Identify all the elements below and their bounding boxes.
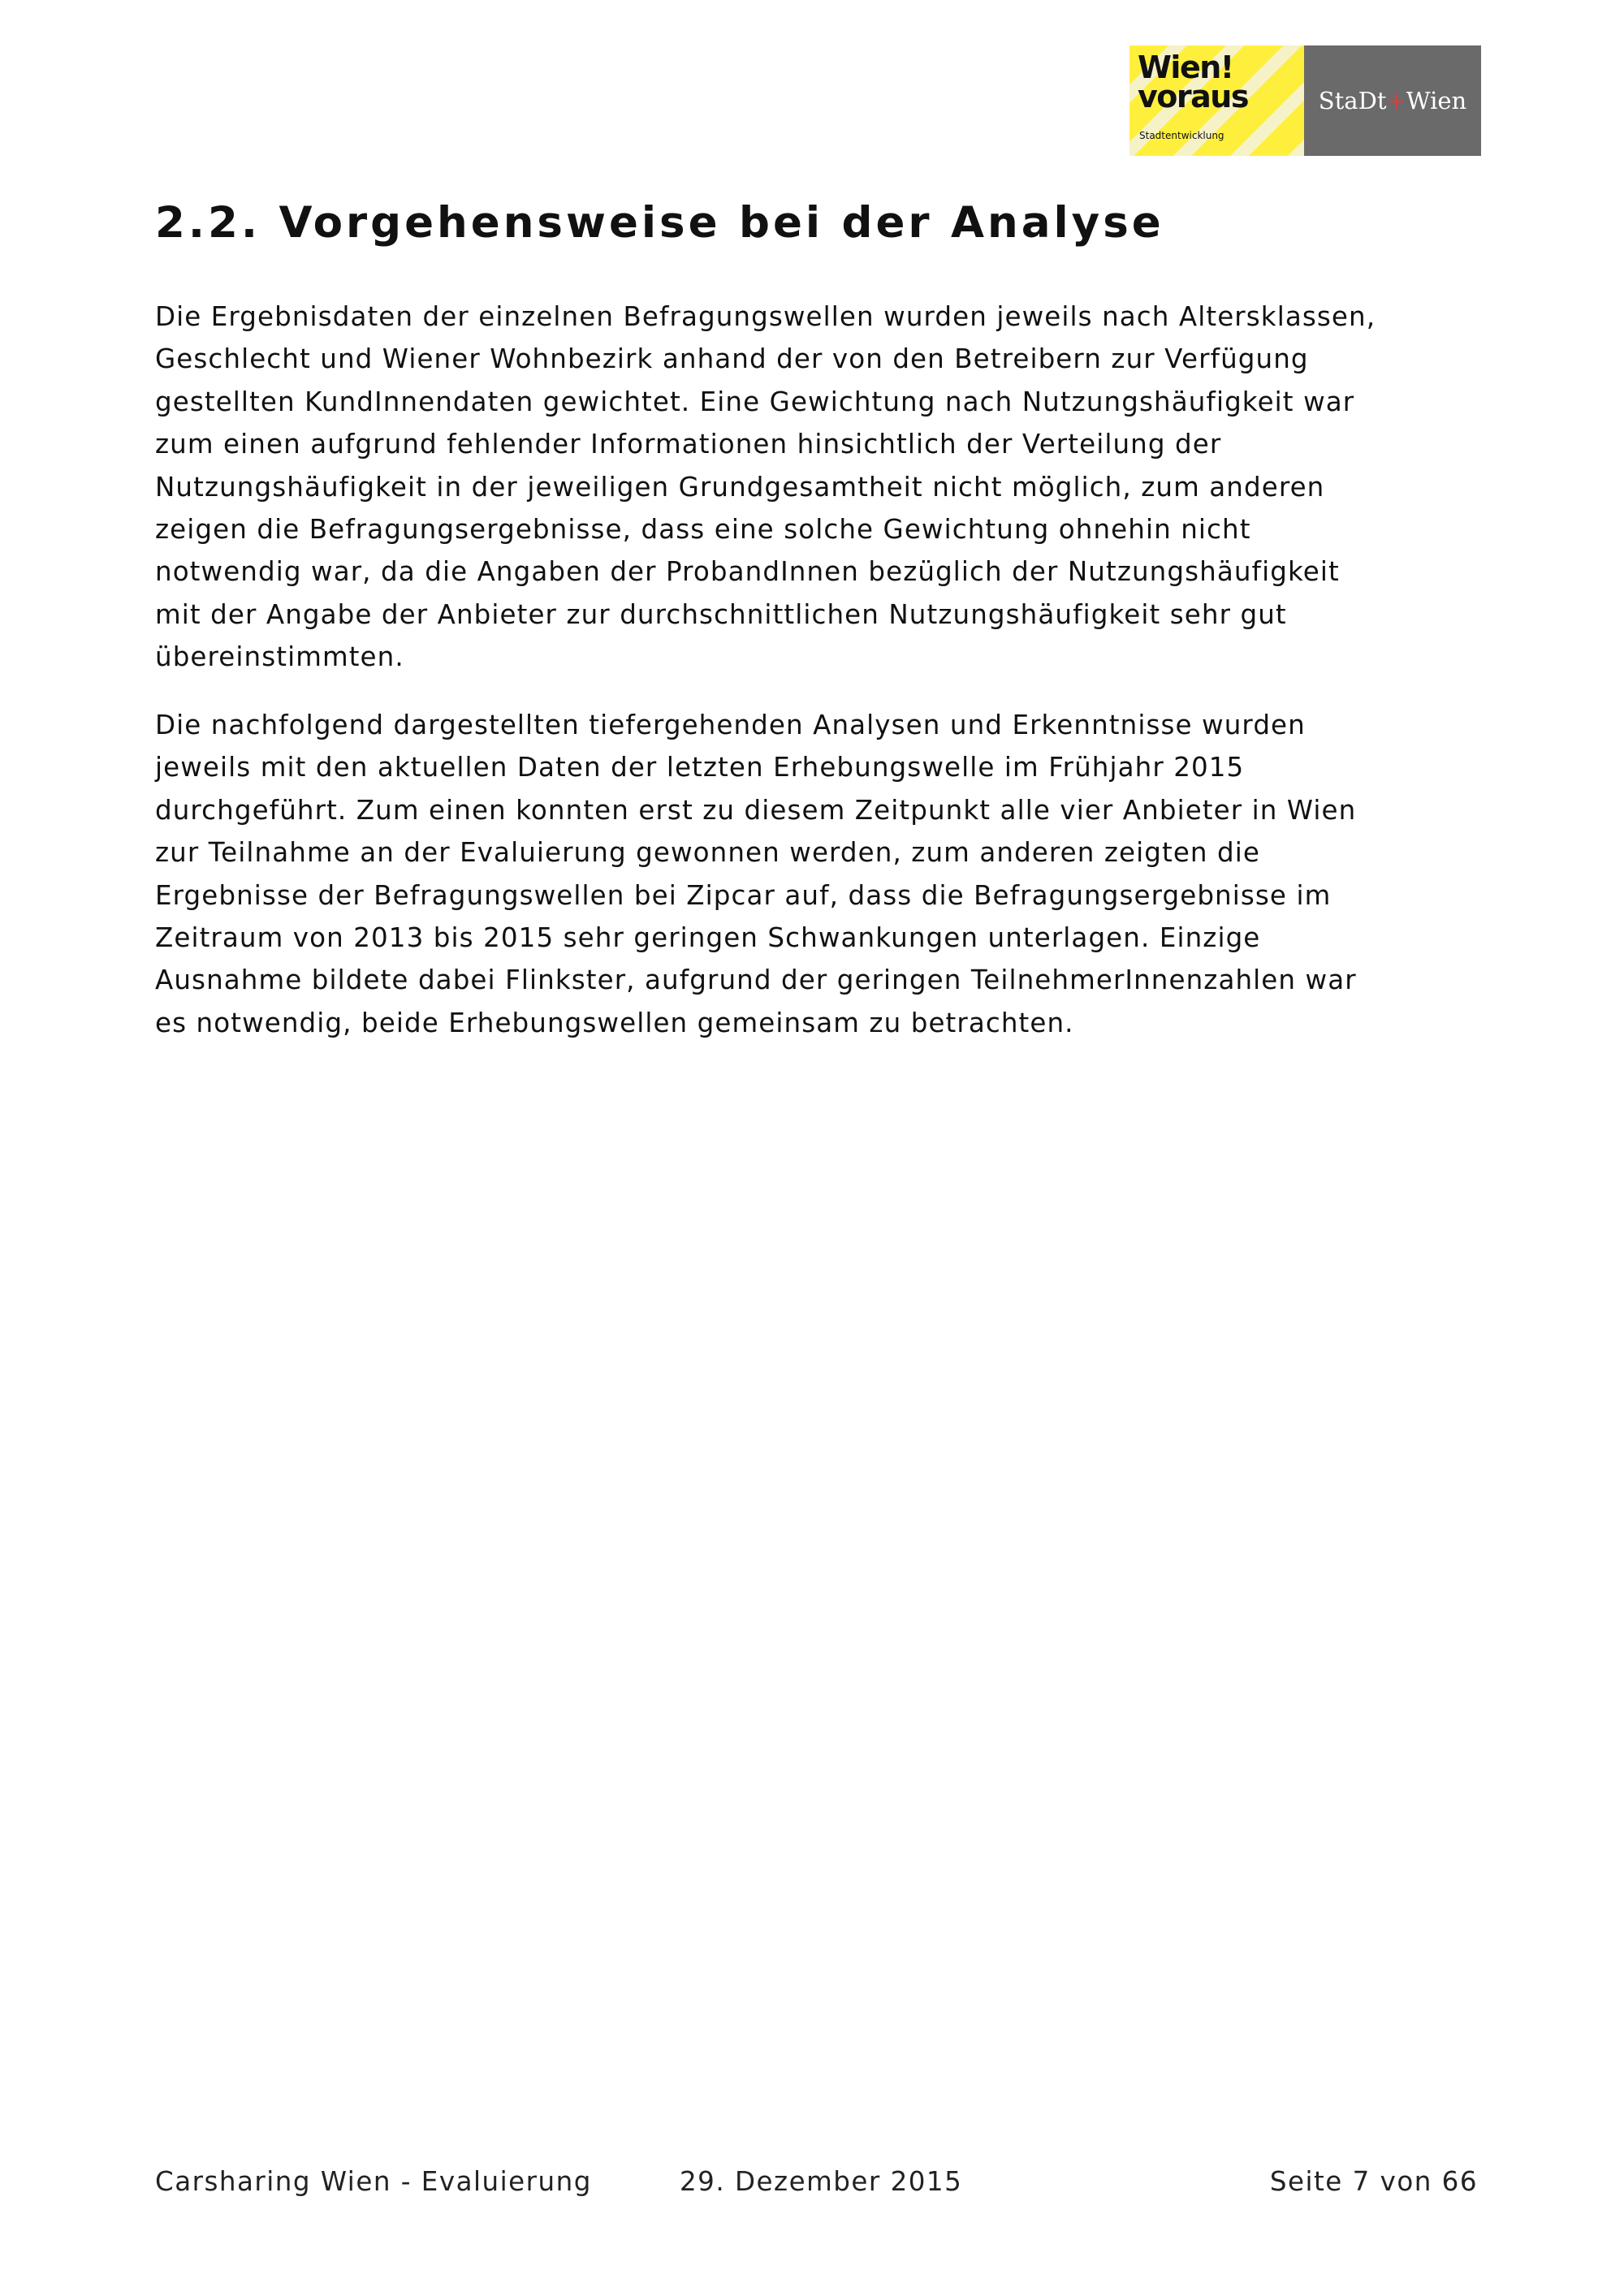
footer-page-number: Seite 7 von 66 — [1269, 2166, 1478, 2197]
paragraph-2 — [155, 704, 1487, 1044]
stadt-wien-cross-icon: + — [1386, 87, 1406, 114]
paragraph-line: zur Teilnahme an der Evaluierung gewonnen werden, zum anderen zeigten die — [155, 837, 1261, 869]
paragraph-line: Geschlecht und Wiener Wohnbezirk anhand der von den Betreibern zur Verfügung — [155, 343, 1309, 375]
paragraph-line: Nutzungshäufigkeit in der jeweiligen Grundgesamtheit nicht möglich, zum anderen — [155, 471, 1325, 503]
wien-voraus-logo-line2: voraus — [1138, 79, 1248, 114]
header-logos — [1129, 45, 1481, 156]
stadt-wien-logo — [1304, 45, 1481, 156]
paragraph-line: gestellten KundInnendaten gewichtet. Eine Gewichtung nach Nutzungshäufigkeit war — [155, 386, 1355, 417]
wien-voraus-logo-sub: Stadtentwicklung — [1139, 130, 1224, 141]
wien-voraus-logo — [1129, 45, 1304, 156]
footer-date: 29. Dezember 2015 — [680, 2166, 963, 2197]
paragraph-line: es notwendig, beide Erhebungswellen gemeinsam zu betrachten. — [155, 1007, 1074, 1038]
paragraph-line: notwendig war, da die Angaben der ProbandInnen bezüglich der Nutzungshäufigkeit — [155, 556, 1340, 588]
paragraph-line: jeweils mit den aktuellen Daten der letzten Erhebungswelle im Frühjahr 2015 — [155, 752, 1245, 783]
paragraph-line: zeigen die Befragungsergebnisse, dass eine solche Gewichtung ohnehin nicht — [155, 514, 1251, 546]
paragraph-line: zum einen aufgrund fehlender Informationen hinsichtlich der Verteilung der — [155, 429, 1222, 460]
paragraph-line: Ergebnisse der Befragungswellen bei Zipcar auf, dass die Befragungsergebnisse im — [155, 879, 1332, 911]
paragraph-line: Die Ergebnisdaten der einzelnen Befragungswellen wurden jeweils nach Altersklassen, — [155, 301, 1376, 332]
footer-title: Carsharing Wien - Evaluierung — [155, 2166, 592, 2197]
stadt-wien-logo-right: Wien — [1406, 87, 1467, 114]
section-heading: 2.2. Vorgehensweise bei der Analyse — [155, 198, 1164, 248]
paragraph-line: mit der Angabe der Anbieter zur durchschnittlichen Nutzungshäufigkeit sehr gut — [155, 598, 1287, 630]
paragraph-line: Die nachfolgend dargestellten tiefergehenden Analysen und Erkenntnisse wurden — [155, 710, 1306, 740]
wien-voraus-logo-line1: Wien! — [1138, 50, 1233, 85]
paragraph-line: Ausnahme bildete dabei Flinkster, aufgrund der geringen TeilnehmerInnenzahlen war — [155, 965, 1357, 996]
paragraph-1 — [155, 296, 1487, 679]
stadt-wien-logo-left: StaDt — [1318, 87, 1387, 114]
paragraph-line: durchgeführt. Zum einen konnten erst zu diesem Zeitpunkt alle vier Anbieter in Wien — [155, 794, 1357, 826]
paragraph-line: Zeitraum von 2013 bis 2015 sehr geringen Schwankungen unterlagen. Einzige — [155, 922, 1261, 954]
paragraph-line: übereinstimmten. — [155, 641, 404, 673]
